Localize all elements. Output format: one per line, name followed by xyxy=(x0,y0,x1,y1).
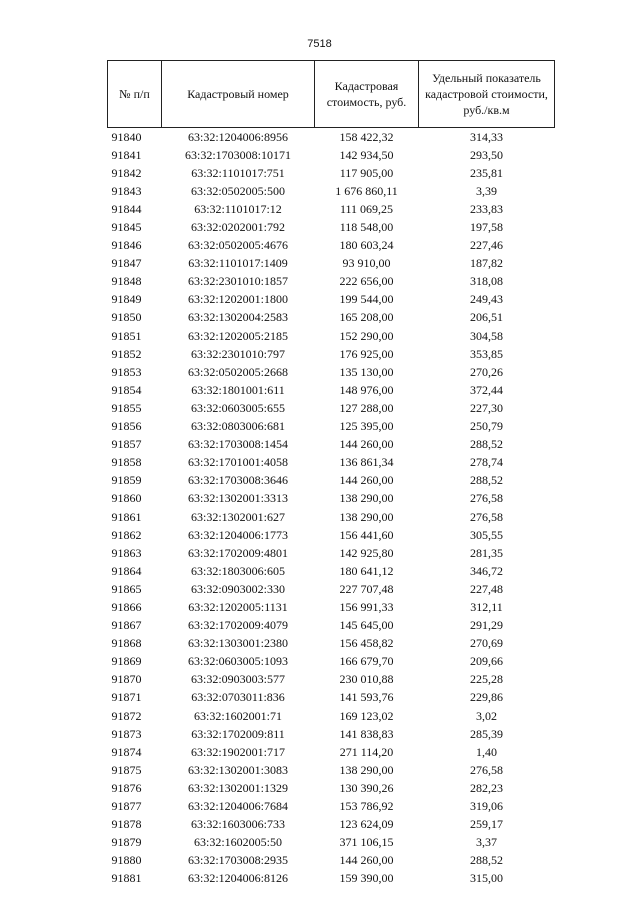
table-row xyxy=(108,218,555,236)
cell-specific-value: 281,35 xyxy=(470,545,503,560)
cell-cadastral-number: 63:32:1202005:2185 xyxy=(187,328,288,343)
cell-cadastral-value: 271 114,20 xyxy=(339,744,394,759)
table-row xyxy=(108,797,555,815)
cell-cadastral-value: 142 925,80 xyxy=(339,545,394,560)
table-header-row xyxy=(108,61,555,128)
cell-row-number: 91854 xyxy=(111,382,142,397)
cell-specific-value: 1,40 xyxy=(476,744,497,759)
cell-specific-value: 372,44 xyxy=(470,382,503,397)
table-row xyxy=(108,526,555,544)
cell-specific-value: 288,52 xyxy=(470,437,503,452)
cell-cadastral-value: 130 390,26 xyxy=(339,780,394,795)
cell-cadastral-number: 63:32:2301010:797 xyxy=(190,346,285,361)
cell-cadastral-value: 142 934,50 xyxy=(339,147,394,162)
cell-cadastral-number: 63:32:0903003:577 xyxy=(190,672,285,687)
cell-row-number: 91866 xyxy=(111,599,142,614)
cadastral-table xyxy=(107,60,555,888)
table-row xyxy=(108,345,555,363)
cell-cadastral-value: 180 641,12 xyxy=(339,563,394,578)
cell-cadastral-number: 63:32:1101017:1409 xyxy=(188,256,288,271)
cell-row-number: 91863 xyxy=(111,545,142,560)
cell-cadastral-value: 152 290,00 xyxy=(339,328,394,343)
cell-cadastral-value: 138 290,00 xyxy=(339,762,394,777)
table-row xyxy=(108,870,555,888)
cell-cadastral-value: 222 656,00 xyxy=(339,274,394,289)
cell-specific-value: 282,23 xyxy=(470,780,503,795)
cell-row-number: 91842 xyxy=(111,165,142,180)
cell-row-number: 91856 xyxy=(111,419,142,434)
table-row xyxy=(108,291,555,309)
cell-cadastral-number: 63:32:1603006:733 xyxy=(190,817,285,832)
cell-cadastral-value: 144 260,00 xyxy=(339,437,394,452)
cell-row-number: 91843 xyxy=(111,183,142,198)
cell-cadastral-value: 123 624,09 xyxy=(339,817,394,832)
table-row xyxy=(108,309,555,327)
cell-row-number: 91873 xyxy=(111,726,142,741)
table-row xyxy=(108,273,555,291)
cell-specific-value: 225,28 xyxy=(470,672,503,687)
cell-specific-value: 304,58 xyxy=(470,328,503,343)
header-specific-value: Удельный показатель кадастровой стоимости, руб./кв.м xyxy=(419,61,555,128)
cell-cadastral-number: 63:32:0803006:681 xyxy=(190,419,285,434)
cell-cadastral-value: 125 395,00 xyxy=(339,419,394,434)
cell-row-number: 91881 xyxy=(111,871,142,886)
cell-cadastral-value: 176 925,00 xyxy=(339,346,394,361)
cell-specific-value: 209,66 xyxy=(470,654,503,669)
cell-row-number: 91861 xyxy=(111,509,142,524)
cell-row-number: 91875 xyxy=(111,762,142,777)
cell-cadastral-number: 63:32:1204006:1773 xyxy=(187,527,288,542)
table-row xyxy=(108,598,555,616)
cell-specific-value: 312,11 xyxy=(470,599,503,614)
cell-cadastral-value: 1 676 860,11 xyxy=(335,183,398,198)
cell-cadastral-number: 63:32:1703008:1454 xyxy=(187,437,288,452)
cell-row-number: 91871 xyxy=(111,690,142,705)
cell-cadastral-value: 118 548,00 xyxy=(339,220,394,235)
cell-cadastral-value: 180 603,24 xyxy=(339,238,394,253)
cell-row-number: 91877 xyxy=(111,799,142,814)
cell-cadastral-value: 111 069,25 xyxy=(339,201,394,216)
cell-cadastral-number: 63:32:0603005:1093 xyxy=(187,654,288,669)
cell-cadastral-number: 63:32:1202005:1131 xyxy=(188,599,288,614)
cell-cadastral-number: 63:32:0502005:4676 xyxy=(187,238,288,253)
cell-specific-value: 227,46 xyxy=(470,238,503,253)
cell-cadastral-number: 63:32:1101017:751 xyxy=(191,165,285,180)
table-row xyxy=(108,852,555,870)
cell-row-number: 91876 xyxy=(111,780,142,795)
table-row xyxy=(108,743,555,761)
cell-cadastral-number: 63:32:0603005:655 xyxy=(190,400,285,415)
table-row xyxy=(108,653,555,671)
cell-specific-value: 318,08 xyxy=(470,274,503,289)
cell-row-number: 91864 xyxy=(111,563,142,578)
table-row xyxy=(108,779,555,797)
cell-row-number: 91862 xyxy=(111,527,142,542)
cell-specific-value: 227,30 xyxy=(470,400,503,415)
cell-specific-value: 233,83 xyxy=(470,201,503,216)
header-row-number: № п/п xyxy=(108,61,162,128)
page-number: 7518 xyxy=(307,38,332,50)
cell-cadastral-number: 63:32:0202001:792 xyxy=(190,220,285,235)
cell-specific-value: 315,00 xyxy=(470,871,503,886)
cell-cadastral-value: 141 838,83 xyxy=(339,726,394,741)
cell-cadastral-value: 144 260,00 xyxy=(339,853,394,868)
cell-specific-value: 197,58 xyxy=(470,220,503,235)
cell-specific-value: 293,50 xyxy=(470,147,503,162)
cell-row-number: 91845 xyxy=(111,220,142,235)
table-row xyxy=(108,454,555,472)
table-row xyxy=(108,182,555,200)
table-row xyxy=(108,237,555,255)
cell-cadastral-value: 371 106,15 xyxy=(339,835,394,850)
cell-row-number: 91859 xyxy=(111,473,142,488)
cell-row-number: 91840 xyxy=(111,129,142,144)
cell-cadastral-number: 63:32:0703011:836 xyxy=(191,690,285,705)
cell-cadastral-number: 63:32:0502005:2668 xyxy=(187,364,288,379)
cell-specific-value: 305,55 xyxy=(470,527,503,542)
cell-cadastral-number: 63:32:1302001:1329 xyxy=(187,780,288,795)
cell-specific-value: 3,02 xyxy=(476,708,497,723)
cell-row-number: 91855 xyxy=(111,400,142,415)
cell-specific-value: 229,86 xyxy=(470,690,503,705)
cell-row-number: 91853 xyxy=(111,364,142,379)
cell-cadastral-value: 165 208,00 xyxy=(339,310,394,325)
cell-row-number: 91869 xyxy=(111,654,142,669)
table-row xyxy=(108,707,555,725)
cell-cadastral-value: 230 010,88 xyxy=(339,672,394,687)
cell-row-number: 91868 xyxy=(111,636,142,651)
cell-row-number: 91858 xyxy=(111,455,142,470)
cell-cadastral-number: 63:32:1302001:3313 xyxy=(187,491,288,506)
cell-cadastral-number: 63:32:0903002:330 xyxy=(190,581,285,596)
table-row xyxy=(108,255,555,273)
cell-cadastral-number: 63:32:1204006:7684 xyxy=(187,799,288,814)
cell-row-number: 91852 xyxy=(111,346,142,361)
cell-cadastral-number: 63:32:1803006:605 xyxy=(190,563,285,578)
cell-specific-value: 353,85 xyxy=(470,346,503,361)
cell-cadastral-value: 166 679,70 xyxy=(339,654,394,669)
cell-cadastral-number: 63:32:1303001:2380 xyxy=(187,636,288,651)
cell-specific-value: 187,82 xyxy=(470,256,503,271)
table-row xyxy=(108,725,555,743)
cell-cadastral-value: 199 544,00 xyxy=(339,292,394,307)
cell-row-number: 91857 xyxy=(111,437,142,452)
cell-specific-value: 3,37 xyxy=(476,835,497,850)
cell-row-number: 91848 xyxy=(111,274,142,289)
cell-cadastral-value: 144 260,00 xyxy=(339,473,394,488)
cell-specific-value: 276,58 xyxy=(470,509,503,524)
table-row xyxy=(108,472,555,490)
cell-cadastral-number: 63:32:1702009:811 xyxy=(191,726,285,741)
cell-specific-value: 288,52 xyxy=(470,473,503,488)
table-row xyxy=(108,617,555,635)
table-row xyxy=(108,146,555,164)
cell-cadastral-number: 63:32:2301010:1857 xyxy=(187,274,288,289)
cell-row-number: 91851 xyxy=(111,328,142,343)
cell-cadastral-number: 63:32:1701001:4058 xyxy=(187,455,288,470)
table-row xyxy=(108,761,555,779)
cell-cadastral-value: 127 288,00 xyxy=(339,400,394,415)
cell-row-number: 91860 xyxy=(111,491,142,506)
cell-cadastral-value: 159 390,00 xyxy=(339,871,394,886)
cell-specific-value: 278,74 xyxy=(470,455,503,470)
cell-cadastral-value: 156 458,82 xyxy=(339,636,394,651)
table-row xyxy=(108,689,555,707)
cell-cadastral-number: 63:32:1902001:717 xyxy=(190,744,285,759)
cell-cadastral-number: 63:32:1703008:3646 xyxy=(187,473,288,488)
cell-cadastral-number: 63:32:1801001:611 xyxy=(191,382,285,397)
cell-row-number: 91874 xyxy=(111,744,142,759)
cell-row-number: 91847 xyxy=(111,256,142,271)
cell-cadastral-number: 63:32:1702009:4801 xyxy=(187,545,288,560)
cell-specific-value: 227,48 xyxy=(470,581,503,596)
cell-cadastral-number: 63:32:1302001:3083 xyxy=(187,762,288,777)
cell-cadastral-value: 148 976,00 xyxy=(339,382,394,397)
cell-cadastral-value: 117 905,00 xyxy=(339,165,394,180)
cell-cadastral-number: 63:32:1302001:627 xyxy=(190,509,285,524)
table-row xyxy=(108,327,555,345)
table-row xyxy=(108,834,555,852)
cell-specific-value: 235,81 xyxy=(470,165,503,180)
cell-cadastral-value: 135 130,00 xyxy=(339,364,394,379)
cell-specific-value: 314,33 xyxy=(470,129,503,144)
cell-cadastral-number: 63:32:1703008:2935 xyxy=(187,853,288,868)
table-row xyxy=(108,363,555,381)
table-row xyxy=(108,381,555,399)
cell-row-number: 91865 xyxy=(111,581,142,596)
cell-specific-value: 249,43 xyxy=(470,292,503,307)
cell-cadastral-value: 169 123,02 xyxy=(339,708,394,723)
cell-specific-value: 259,17 xyxy=(470,817,503,832)
cell-specific-value: 206,51 xyxy=(470,310,503,325)
cell-cadastral-value: 138 290,00 xyxy=(339,491,394,506)
cell-cadastral-number: 63:32:1602001:71 xyxy=(193,708,282,723)
cell-cadastral-number: 63:32:1703008:10171 xyxy=(184,147,291,162)
table-row xyxy=(108,128,555,147)
cell-specific-value: 3,39 xyxy=(476,183,497,198)
cell-row-number: 91867 xyxy=(111,618,142,633)
cell-cadastral-number: 63:32:1302004:2583 xyxy=(187,310,288,325)
cell-cadastral-number: 63:32:1202001:1800 xyxy=(187,292,288,307)
table-row xyxy=(108,635,555,653)
cell-specific-value: 250,79 xyxy=(470,419,503,434)
cell-specific-value: 288,52 xyxy=(470,853,503,868)
header-cadastral-value: Кадастровая стоимость, руб. xyxy=(315,61,419,128)
cell-cadastral-number: 63:32:1204006:8126 xyxy=(187,871,288,886)
cell-specific-value: 346,72 xyxy=(470,563,503,578)
cell-row-number: 91841 xyxy=(111,147,142,162)
cell-row-number: 91849 xyxy=(111,292,142,307)
cell-cadastral-value: 158 422,32 xyxy=(339,129,394,144)
cell-cadastral-value: 156 991,33 xyxy=(339,599,394,614)
cell-cadastral-value: 227 707,48 xyxy=(339,581,394,596)
table-row xyxy=(108,816,555,834)
cell-specific-value: 285,39 xyxy=(470,726,503,741)
cell-cadastral-value: 138 290,00 xyxy=(339,509,394,524)
cell-cadastral-number: 63:32:1101017:12 xyxy=(194,201,282,216)
cell-row-number: 91850 xyxy=(111,310,142,325)
table-row xyxy=(108,508,555,526)
cell-row-number: 91872 xyxy=(111,708,142,723)
cell-row-number: 91846 xyxy=(111,238,142,253)
cell-cadastral-value: 136 861,34 xyxy=(339,455,394,470)
cell-row-number: 91870 xyxy=(111,672,142,687)
cell-specific-value: 319,06 xyxy=(470,799,503,814)
header-cadastral-number: Кадастровый номер xyxy=(162,61,315,128)
table-row xyxy=(108,544,555,562)
cell-specific-value: 270,26 xyxy=(470,364,503,379)
cell-specific-value: 291,29 xyxy=(470,618,503,633)
table-row xyxy=(108,200,555,218)
cell-cadastral-value: 153 786,92 xyxy=(339,799,394,814)
table-row xyxy=(108,436,555,454)
table-row xyxy=(108,399,555,417)
cell-specific-value: 270,69 xyxy=(470,636,503,651)
cell-specific-value: 276,58 xyxy=(470,762,503,777)
cell-cadastral-number: 63:32:1702009:4079 xyxy=(187,618,288,633)
cell-cadastral-value: 145 645,00 xyxy=(339,618,394,633)
cell-cadastral-number: 63:32:1602005:50 xyxy=(193,835,282,850)
cell-cadastral-value: 156 441,60 xyxy=(339,527,394,542)
table-row xyxy=(108,490,555,508)
table-row xyxy=(108,671,555,689)
cell-row-number: 91879 xyxy=(111,835,142,850)
cell-row-number: 91880 xyxy=(111,853,142,868)
table-row xyxy=(108,580,555,598)
cell-row-number: 91844 xyxy=(111,201,142,216)
cell-cadastral-number: 63:32:0502005:500 xyxy=(190,183,285,198)
cell-cadastral-number: 63:32:1204006:8956 xyxy=(187,129,288,144)
table-body xyxy=(108,128,555,888)
cell-row-number: 91878 xyxy=(111,817,142,832)
cell-cadastral-value: 141 593,76 xyxy=(339,690,394,705)
table-row xyxy=(108,418,555,436)
table-row xyxy=(108,164,555,182)
table-row xyxy=(108,562,555,580)
cell-specific-value: 276,58 xyxy=(470,491,503,506)
cell-cadastral-value: 93 910,00 xyxy=(342,256,391,271)
